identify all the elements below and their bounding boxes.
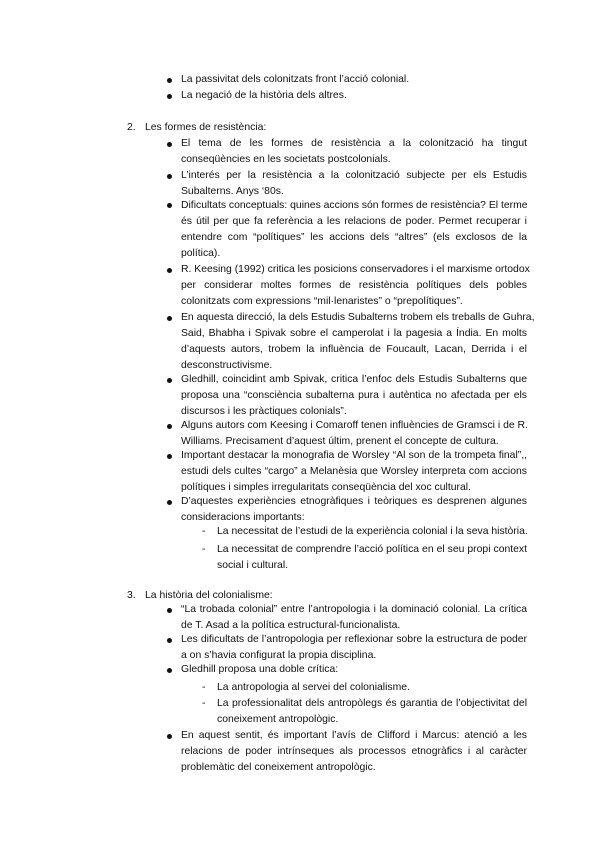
- bullet-line: d’aquests autors, trobem la influència de Foucault, Lacan, Derrida i el: [181, 344, 527, 355]
- bullet-dot: [167, 734, 172, 739]
- bullet-line: Said, Bhabha i Spivak sobre el camperolat i la pagesia a Índia. En molts: [181, 328, 527, 339]
- bullet-line: Les dificultats de l’antropologia per reflexionar sobre la estructura de poder: [181, 634, 527, 645]
- bullet-line: consideracions importants:: [181, 512, 305, 523]
- bullet-line: per considerar moltes formes de resistència polítiques dels pobles: [181, 280, 527, 291]
- bullet-line: Subalterns. Anys ‘80s.: [181, 186, 284, 197]
- bullet-line: D’aquestes experiències etnogràfiques i teòriques es desprenen algunes: [181, 496, 527, 507]
- sub-bullet-line: La antropologia al servei del colonialisme.: [217, 682, 410, 693]
- bullet-dot: [167, 668, 172, 673]
- sub-bullet-line: social i cultural.: [217, 560, 289, 571]
- top-bullet-text: La passivitat dels colonitzats front l’acció colonial.: [181, 74, 410, 85]
- section-heading: La història del colonialisme:: [145, 590, 273, 601]
- sub-bullet-dash: -: [202, 682, 206, 693]
- bullet-dot: [167, 316, 172, 321]
- bullet-line: a on s’havia configurat la propia disciplina.: [181, 650, 377, 661]
- bullet-line: En aquest sentit, és important l’avís de Clifford i Marcus: atenció a les: [181, 730, 527, 741]
- bullet-line: desconstructivisme.: [181, 360, 273, 371]
- sub-bullet-line: La professionalitat dels antropòlegs és garantia de l’objectivitat del: [217, 698, 527, 709]
- bullet-dot: [167, 500, 172, 505]
- bullet-line: Dificultats conceptuals: quines accions són formes de resistència? El terme: [181, 200, 528, 211]
- bullet-line: relacions de poder intrínseques als processos etnogràfics i al caràcter: [181, 746, 527, 757]
- bullet-line: és útil per que fa referència a les relacions de poder. Permet recuperar i: [181, 216, 527, 227]
- bullet-line: Alguns autors com Keesing i Comaroff tenen influències de Gramsci i de R.: [181, 420, 528, 431]
- bullet-line: problemàtic del coneixement antropològic.: [181, 762, 376, 773]
- section-heading: Les formes de resistència:: [145, 122, 267, 133]
- bullet-line: Gledhill proposa una doble crítica:: [181, 664, 339, 675]
- bullet-line: discursos i les pràctiques colonials”.: [181, 406, 347, 417]
- bullet-line: El tema de les formes de resistència a la colonització ha tingut: [181, 138, 527, 149]
- bullet-dot: [167, 142, 172, 147]
- bullet-dot: [167, 94, 172, 99]
- bullet-line: colonitzats com expressions “mil·lenaristes” o “prepolítiques”.: [181, 296, 463, 307]
- bullet-dot: [167, 174, 172, 179]
- section-number: 3.: [127, 590, 136, 601]
- sub-bullet-line: coneixement antropològic.: [217, 714, 339, 725]
- bullet-line: conseqüències en les societats postcolonials.: [181, 154, 391, 165]
- bullet-line: R. Keesing (1992) critica les posicions conservadores i el marxisme ortodox: [181, 264, 530, 275]
- sub-bullet-line: La necessitat de comprendre l’acció política en el seu propi context: [217, 544, 527, 555]
- bullet-line: de T. Asad a la política estructural-funcionalista.: [181, 620, 401, 631]
- bullet-line: “La trobada colonial” entre l’antropologia i la dominació colonial. La crítica: [181, 604, 527, 615]
- bullet-dot: [167, 78, 172, 83]
- bullet-line: Gledhill, coincidint amb Spivak, critica l’enfoc dels Estudis Subalterns que: [181, 374, 527, 385]
- sub-bullet-dash: -: [202, 544, 206, 555]
- bullet-line: Important destacar la monografia de Worsley “Al son de la trompeta final”,,: [181, 450, 527, 461]
- bullet-line: L’interés per la resistència a la colonització subjecte per els Estudis: [181, 170, 527, 181]
- section-number: 2.: [127, 122, 136, 133]
- bullet-dot: [167, 454, 172, 459]
- bullet-dot: [167, 203, 172, 208]
- bullet-dot: [167, 638, 172, 643]
- sub-bullet-line: La necessitat de l’estudi de la experiència colonial i la seva història.: [217, 526, 528, 537]
- bullet-dot: [167, 378, 172, 383]
- bullet-dot: [167, 424, 172, 429]
- bullet-line: polítiques i simples irregularitats conseqüència del xoc cultural.: [181, 482, 471, 493]
- bullet-line: política).: [181, 248, 221, 259]
- bullet-line: estudi dels cultes “cargo” a Melanèsia que Worsley interpreta com accions: [181, 466, 527, 477]
- bullet-line: proposa una “consciència subalterna pura i autèntica no afectada per els: [181, 390, 527, 401]
- bullet-dot: [167, 608, 172, 613]
- bullet-line: Williams. Precisament d’aquest últim, prenent el concepte de cultura.: [181, 436, 499, 447]
- bullet-dot: [167, 268, 172, 273]
- top-bullet-text: La negació de la història dels altres.: [181, 90, 347, 101]
- bullet-line: entendre com “polítiques” les accions dels “altres” (els exclosos de la: [181, 232, 527, 243]
- bullet-line: En aquesta direcció, la dels Estudis Subalterns trobem els treballs de Guhra,: [181, 312, 535, 323]
- sub-bullet-dash: -: [202, 698, 206, 709]
- sub-bullet-dash: -: [202, 526, 206, 537]
